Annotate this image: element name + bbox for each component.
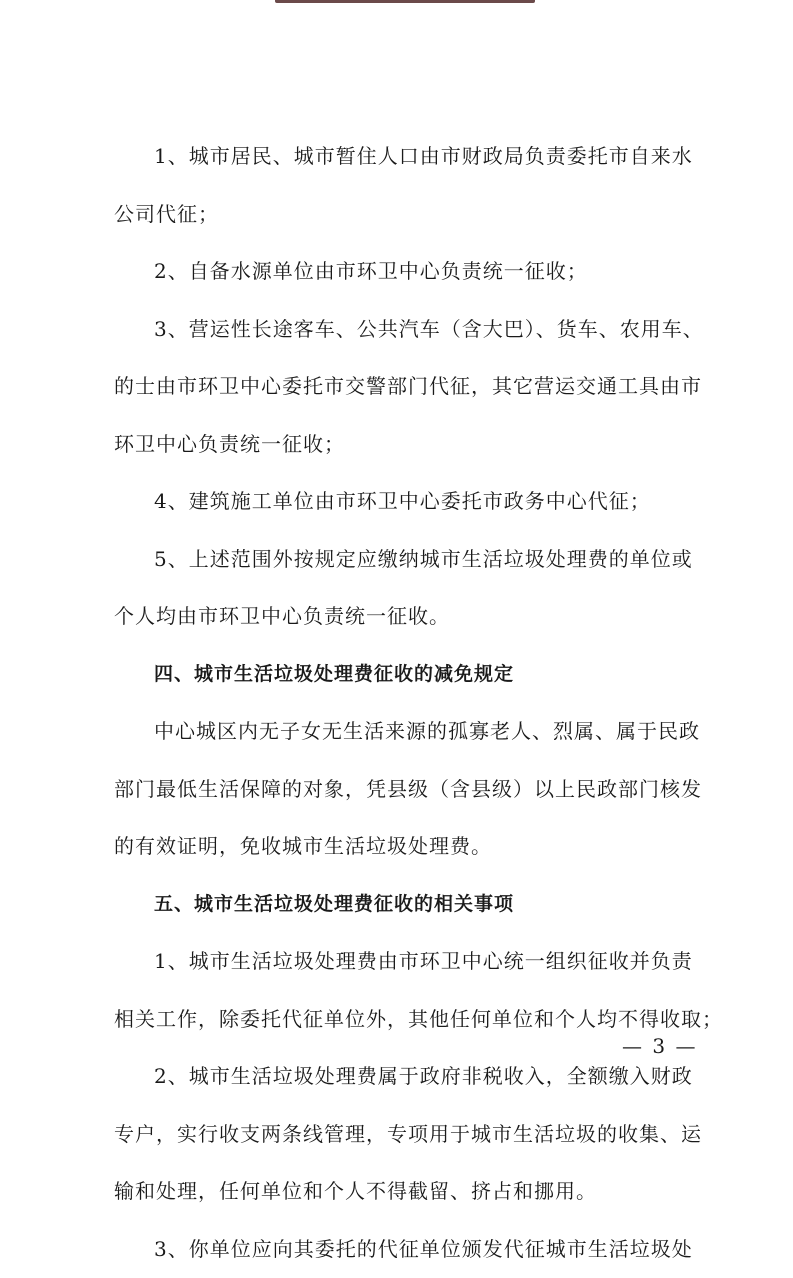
text-line: 3、营运性长途客车、公共汽车（含大巴）、货车、农用车、 <box>114 301 686 359</box>
text-line: 4、建筑施工单位由市环卫中心委托市政务中心代征； <box>114 473 686 531</box>
text-line: 部门最低生活保障的对象，凭县级（含县级）以上民政部门核发 <box>114 761 686 819</box>
top-edge-mark <box>275 0 535 3</box>
text-line: 专户，实行收支两条线管理，专项用于城市生活垃圾的收集、运 <box>114 1106 686 1164</box>
text-line: 2、城市生活垃圾处理费属于政府非税收入，全额缴入财政 <box>114 1048 686 1106</box>
section-heading-5: 五、城市生活垃圾处理费征收的相关事项 <box>114 876 686 934</box>
document-body <box>114 128 686 1278</box>
text-line: 1、城市生活垃圾处理费由市环卫中心统一组织征收并负责 <box>114 933 686 991</box>
text-line: 个人均由市环卫中心负责统一征收。 <box>114 588 686 646</box>
text-line: 2、自备水源单位由市环卫中心负责统一征收； <box>114 243 686 301</box>
text-line: 相关工作，除委托代征单位外，其他任何单位和个人均不得收取； <box>114 991 686 1049</box>
text-line: 环卫中心负责统一征收； <box>114 416 686 474</box>
text-line: 1、城市居民、城市暂住人口由市财政局负责委托市自来水 <box>114 128 686 186</box>
section-heading-4: 四、城市生活垃圾处理费征收的减免规定 <box>114 646 686 704</box>
text-line: 3、你单位应向其委托的代征单位颁发代征城市生活垃圾处 <box>114 1221 686 1278</box>
text-line: 公司代征； <box>114 186 686 244</box>
text-line: 的士由市环卫中心委托市交警部门代征，其它营运交通工具由市 <box>114 358 686 416</box>
text-line: 中心城区内无子女无生活来源的孤寡老人、烈属、属于民政 <box>114 703 686 761</box>
text-line: 5、上述范围外按规定应缴纳城市生活垃圾处理费的单位或 <box>114 531 686 589</box>
text-line: 输和处理，任何单位和个人不得截留、挤占和挪用。 <box>114 1163 686 1221</box>
text-line: 的有效证明，免收城市生活垃圾处理费。 <box>114 818 686 876</box>
page-number: — 3 — <box>622 1034 697 1058</box>
